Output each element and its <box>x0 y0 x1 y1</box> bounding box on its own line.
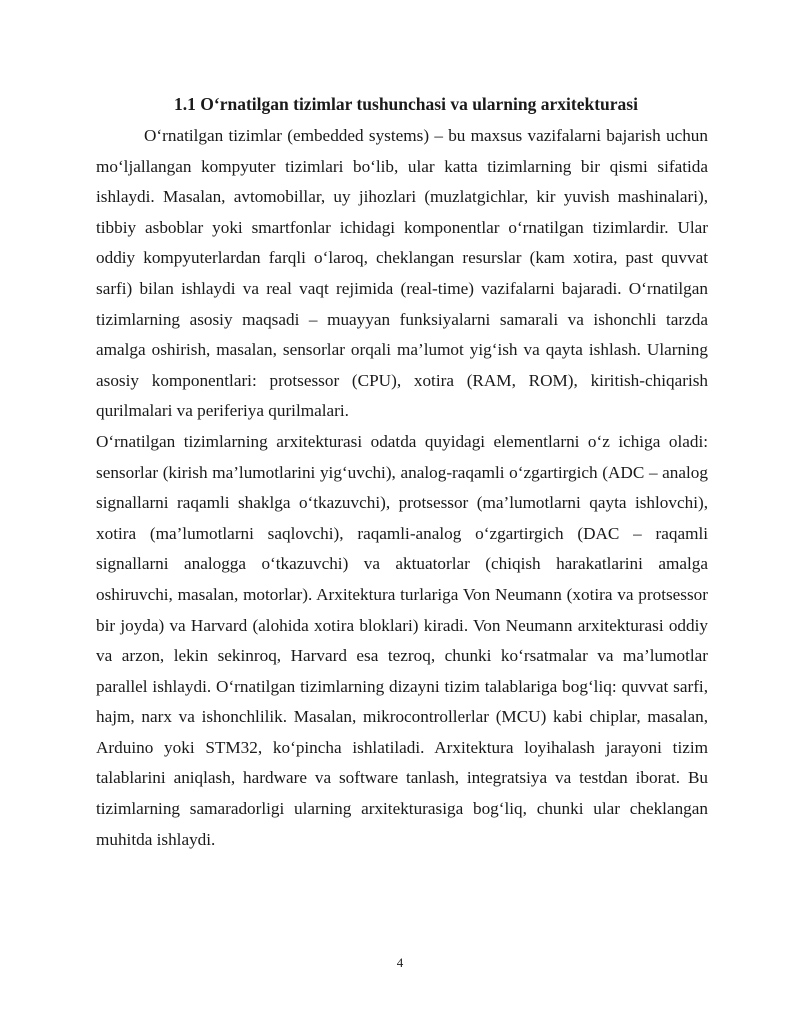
page-number: 4 <box>396 955 404 970</box>
section-heading: 1.1 O‘rnatilgan tizimlar tushunchasi va ularning arxitekturasi <box>174 94 638 114</box>
paragraph-1: O‘rnatilgan tizimlar (embedded systems) – bu maxsus vazifalarni bajarish uchun mo‘ljallangan kompyuter tizimlari bo‘lib, ular katta tizimlarning bir qismi sifatida ishlaydi. Masalan, avtomobillar, uy jihozlari (muzlatgichlar, kir yuvish mashinalari), tibbiy asboblar yoki smartfonlar ichidagi komponentlar o‘rnatilgan tizimlardir. Ular oddiy kompyuterlardan farqli o‘laroq, cheklangan resurslar (kam xotira, past quvvat sarfi) bilan ishlaydi va real vaqt rejimida (real-time) vazifalarni bajaradi. O‘rnatilgan tizimlarning asosiy maqsadi – muayyan funksiyalarni samarali va ishonchli tarzda amalga oshirish, masalan, sensorlar orqali ma’lumot yig‘ish va qayta ishlash. Ularning asosiy komponentlari: protsessor (CPU), xotira (RAM, ROM), kiritish-chiqarish qurilmalari va periferiya qurilmalari. <box>96 126 708 421</box>
paragraph-2: O‘rnatilgan tizimlarning arxitekturasi odatda quyidagi elementlarni o‘z ichiga oladi: sensorlar (kirish ma’lumotlarini yig‘uvchi), analog-raqamli o‘zgartirgich (ADC – analog signallarni raqamli shaklga o‘tkazuvchi), protsessor (ma’lumotlarni qayta ishlovchi), xotira (ma’lumotlarni saqlovchi), raqamli-analog o‘zgartirgich (DAC – raqamli signallarni analogga o‘tkazuvchi) va aktuatorlar (chiqish harakatlarini amalga oshiruvchi, masalan, motorlar). Arxitektura turlariga Von Neumann (xotira va protsessor bir joyda) va Harvard (alohida xotira bloklari) kiradi. Von Neumann arxitekturasi oddiy va arzon, lekin sekinroq, Harvard esa tezroq, chunki ko‘rsatmalar va ma’lumotlar parallel ishlaydi. O‘rnatilgan tizimlarning dizayni tizim talablariga bog‘liq: quvvat sarfi, hajm, narx va ishonchlilik. Masalan, mikrocontrollerlar (MCU) kabi chiplar, masalan, Arduino yoki STM32, ko‘pincha ishlatiladi. Arxitektura loyihalash jarayoni tizim talablarini aniqlash, hardware va software tanlash, integratsiya va testdan iborat. Bu tizimlarning samaradorligi ularning arxitekturasiga bog‘liq, chunki ular cheklangan muhitda ishlaydi. <box>96 431 708 849</box>
document-page <box>96 88 708 855</box>
